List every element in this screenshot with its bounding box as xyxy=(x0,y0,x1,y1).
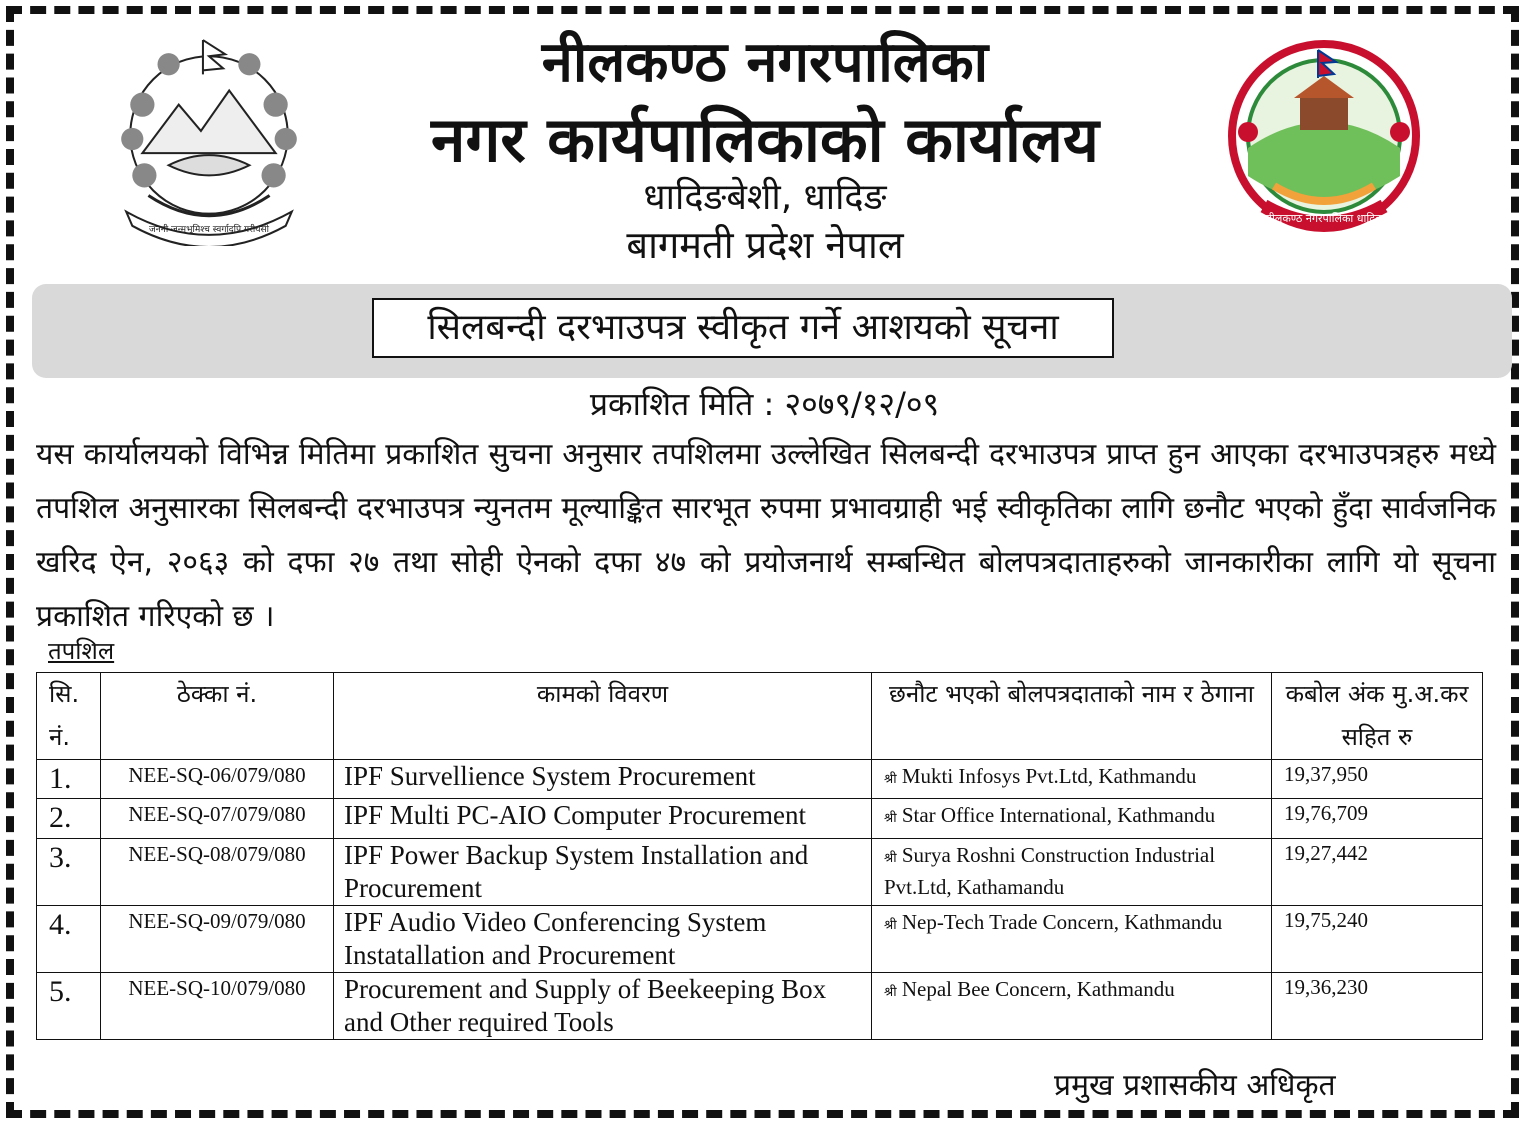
row-description: IPF Audio Video Conferencing System Instatallation and Procurement xyxy=(334,906,872,973)
vendor-name: Surya Roshni Construction Industrial Pvt.Ltd, Kathamandu xyxy=(884,843,1216,899)
header-contract-no: ठेक्का नं. xyxy=(101,673,334,760)
table-row xyxy=(37,799,1483,839)
row-vendor xyxy=(872,973,1272,1040)
svg-text:जननी जन्मभूमिश्च स्वर्गादपि गर: जननी जन्मभूमिश्च स्वर्गादपि गरीयसी xyxy=(149,224,269,235)
row-description: Procurement and Supply of Beekeeping Box and Other required Tools xyxy=(334,973,872,1040)
row-amount: 19,27,442 xyxy=(1272,839,1483,906)
contracts-table xyxy=(36,672,1483,1040)
municipality-logo xyxy=(1214,36,1434,234)
row-description: IPF Survellience System Procurement xyxy=(334,760,872,799)
published-date: प्रकाशित मिति : २०७९/१२/०९ xyxy=(589,385,940,423)
row-contract-no: NEE-SQ-10/079/080 xyxy=(101,973,334,1040)
vendor-name: Mukti Infosys Pvt.Ltd, Kathmandu xyxy=(901,764,1197,788)
row-sn: 2. xyxy=(37,799,101,839)
row-amount: 19,37,950 xyxy=(1272,760,1483,799)
table-row xyxy=(37,760,1483,799)
header-vendor: छनौट भएको बोलपत्रदाताको नाम र ठेगाना xyxy=(872,673,1272,760)
row-description: IPF Power Backup System Installation and Procurement xyxy=(334,839,872,906)
municipality-name: नीलकण्ठ नगरपालिका xyxy=(541,30,989,95)
row-amount: 19,75,240 xyxy=(1272,906,1483,973)
province-country: बागमती प्रदेश नेपाल xyxy=(626,223,904,267)
details-label: तपशिल xyxy=(48,637,115,665)
vendor-prefix: श्री xyxy=(884,772,897,787)
vendor-prefix: श्री xyxy=(884,918,897,933)
row-vendor xyxy=(872,760,1272,799)
row-contract-no: NEE-SQ-08/079/080 xyxy=(101,839,334,906)
row-sn: 4. xyxy=(37,906,101,973)
row-sn: 1. xyxy=(37,760,101,799)
vendor-prefix: श्री xyxy=(884,811,897,826)
row-vendor xyxy=(872,799,1272,839)
svg-text:नीलकण्ठ नगरपालिका धादिङ: नीलकण्ठ नगरपालिका धादिङ xyxy=(1265,212,1383,225)
header-description: कामको विवरण xyxy=(334,673,872,760)
table-row xyxy=(37,906,1483,973)
vendor-prefix: श्री xyxy=(884,985,897,1000)
vendor-name: Nepal Bee Concern, Kathmandu xyxy=(901,977,1175,1001)
header-sn: सि. नं. xyxy=(37,673,101,760)
row-contract-no: NEE-SQ-07/079/080 xyxy=(101,799,334,839)
nepal-coat-of-arms-emblem xyxy=(108,34,310,246)
row-amount: 19,76,709 xyxy=(1272,799,1483,839)
vendor-name: Star Office International, Kathmandu xyxy=(901,803,1216,827)
notice-body: यस कार्यालयको विभिन्न मितिमा प्रकाशित सुचना अनुसार तपशिलमा उल्लेखित सिलबन्दी दरभाउपत्र प्राप्त हुन आएका दरभाउपत्रहरु मध्ये तपशिल अनुसारका सिलबन्दी दरभाउपत्र न्युनतम मूल्याङ्कित सारभूत रुपमा प्रभावग्राही भई स्वीकृतिका लागि छनौट भएको हुँदा सार्वजनिक खरिद ऐन, २०६३ को दफा २७ तथा सोही ऐनको दफा ४७ को प्रयोजनार्थ सम्बन्धित बोलपत्रदाताहरुको जानकारीका लागि यो सूचना प्रकाशित गरिएको छ । xyxy=(36,437,1496,634)
signatory-title: प्रमुख प्रशासकीय अधिकृत xyxy=(1054,1068,1336,1103)
table-header-row xyxy=(37,673,1483,760)
row-vendor xyxy=(872,906,1272,973)
row-amount: 19,36,230 xyxy=(1272,973,1483,1040)
vendor-name: Nep-Tech Trade Concern, Kathmandu xyxy=(901,910,1223,934)
row-vendor xyxy=(872,839,1272,906)
row-description: IPF Multi PC-AIO Computer Procurement xyxy=(334,799,872,839)
office-address: धादिङबेशी, धादिङ xyxy=(643,177,887,218)
header-amount: कबोल अंक मु.अ.कर सहित रु xyxy=(1272,673,1483,760)
row-sn: 3. xyxy=(37,839,101,906)
table-row xyxy=(37,973,1483,1040)
row-contract-no: NEE-SQ-09/079/080 xyxy=(101,906,334,973)
notice-title: सिलबन्दी दरभाउपत्र स्वीकृत गर्ने आशयको सूचना xyxy=(372,298,1114,358)
office-name: नगर कार्यपालिकाको कार्यालय xyxy=(431,103,1099,176)
row-contract-no: NEE-SQ-06/079/080 xyxy=(101,760,334,799)
vendor-prefix: श्री xyxy=(884,851,897,866)
table-row xyxy=(37,839,1483,906)
row-sn: 5. xyxy=(37,973,101,1040)
